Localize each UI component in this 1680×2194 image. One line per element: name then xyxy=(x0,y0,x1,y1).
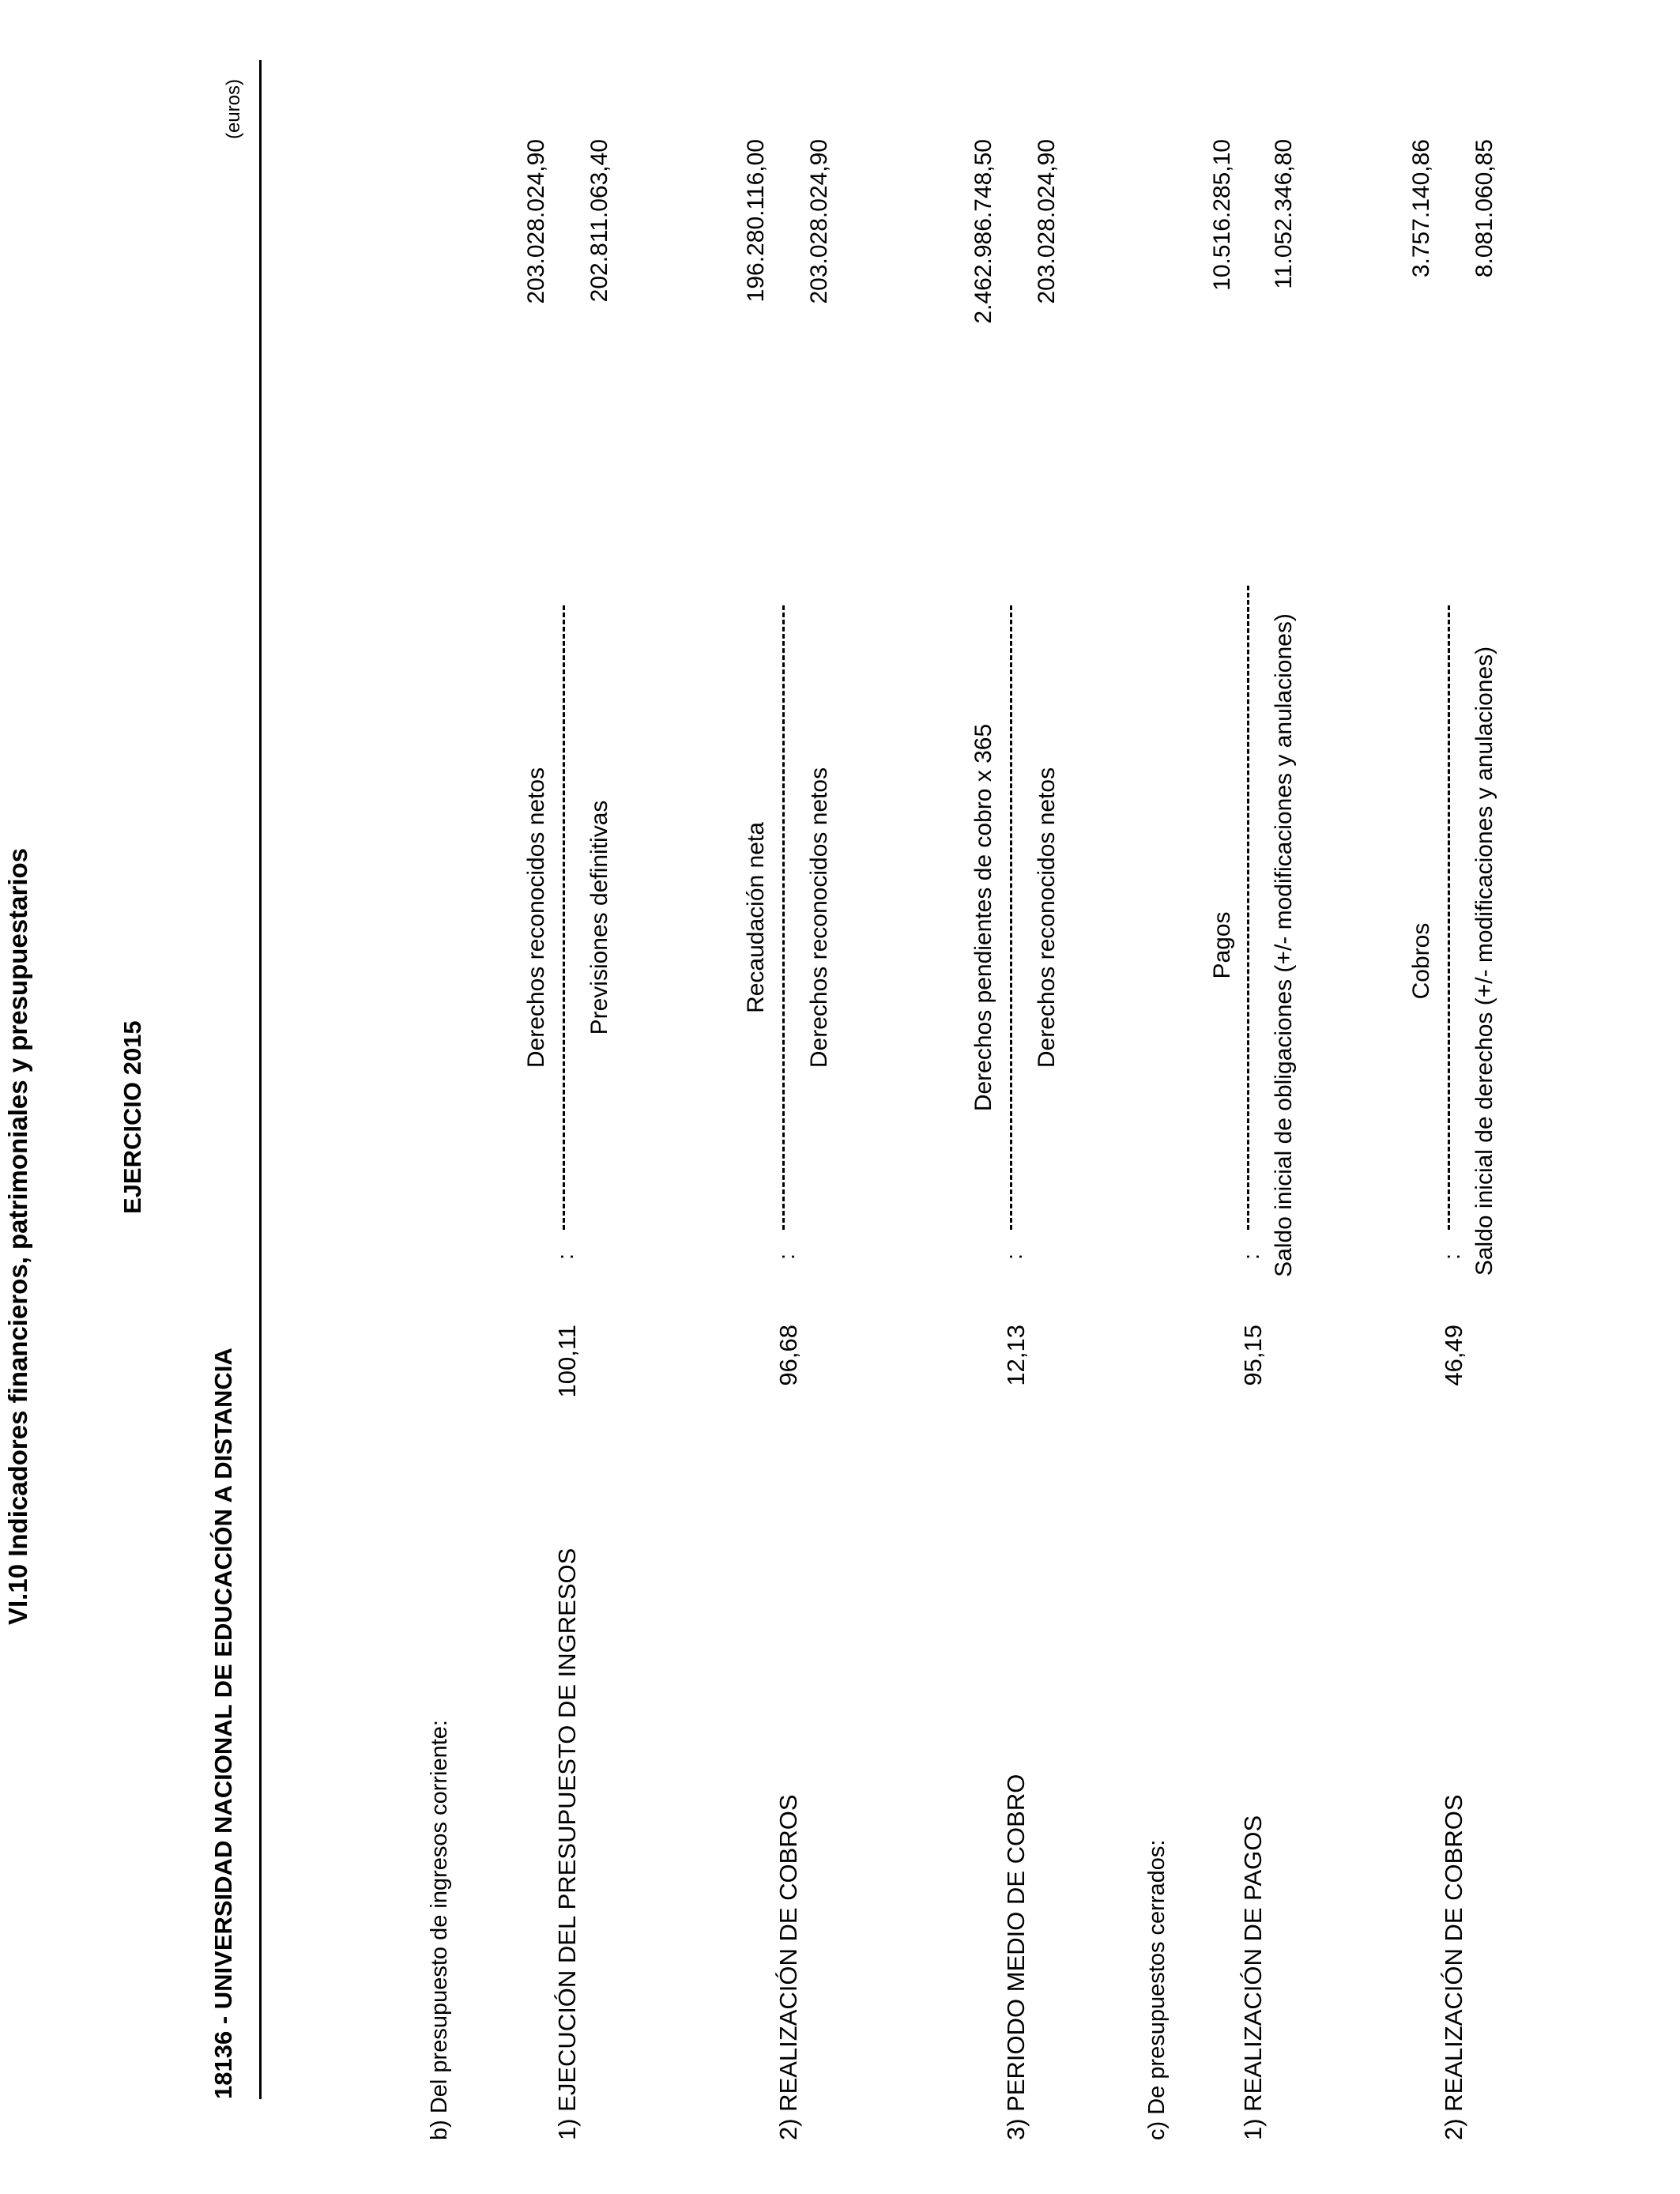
fraction-divider xyxy=(1010,605,1012,1230)
denominator-text: Saldo inicial de derechos (+/- modificaciones y anulaciones) xyxy=(1471,646,1497,1276)
page-title: VI.10 Indicadores financieros, patrimoniales y presupuestarios xyxy=(3,847,32,1625)
denominator-amount: 202.811.063,40 xyxy=(586,139,612,303)
indicator-value: 12,13 xyxy=(1002,1325,1030,1386)
numerator-text: Recaudación neta xyxy=(743,822,769,1013)
numerator-text: Pagos xyxy=(1209,911,1235,979)
indicator-value: 95,15 xyxy=(1239,1325,1267,1386)
indicator-label: 3) PERIODO MEDIO DE COBRO xyxy=(1002,1774,1030,2140)
section-b-heading: b) Del presupuesto de ingresos corriente: xyxy=(427,1720,452,2140)
indicator-colon: : xyxy=(1239,1253,1264,1260)
denominator-amount: 203.028.024,90 xyxy=(1034,139,1060,304)
numerator-amount: 2.462.986.748,50 xyxy=(970,139,996,324)
numerator-text: Derechos reconocidos netos xyxy=(523,767,549,1069)
fraction-divider xyxy=(782,605,785,1230)
numerator-amount: 3.757.140,86 xyxy=(1408,139,1434,278)
section-c-heading: c) De presupuestos cerrados: xyxy=(1144,1839,1170,2140)
fraction-divider xyxy=(1448,605,1450,1230)
indicator-colon: : xyxy=(553,1253,578,1260)
header-rule xyxy=(259,60,262,2099)
indicator-value: 96,68 xyxy=(774,1325,802,1386)
units-label: (euros) xyxy=(223,78,244,139)
fraction-divider xyxy=(1247,586,1249,1230)
indicator-colon: : xyxy=(1002,1253,1027,1260)
indicator-value: 100,11 xyxy=(553,1325,581,1398)
indicator-label: 2) REALIZACIÓN DE COBROS xyxy=(1440,1794,1467,2140)
fraction-divider xyxy=(563,605,565,1230)
denominator-amount: 8.081.060,85 xyxy=(1471,139,1497,278)
indicator-colon: : xyxy=(774,1253,800,1260)
denominator-text: Derechos reconocidos netos xyxy=(1034,767,1060,1069)
denominator-text: Previsiones definitivas xyxy=(586,800,612,1035)
denominator-text: Saldo inicial de obligaciones (+/- modificaciones y anulaciones) xyxy=(1271,613,1297,1277)
fiscal-year-heading: EJERCICIO 2015 xyxy=(119,1020,146,1214)
denominator-text: Derechos reconocidos netos xyxy=(806,767,832,1069)
numerator-amount: 10.516.285,10 xyxy=(1209,139,1235,291)
indicator-value: 46,49 xyxy=(1440,1325,1467,1386)
indicator-label: 1) EJECUCIÓN DEL PRESUPUESTO DE INGRESOS xyxy=(553,1547,581,2140)
indicator-label: 2) REALIZACIÓN DE COBROS xyxy=(774,1794,802,2140)
denominator-amount: 11.052.346,80 xyxy=(1271,139,1297,289)
denominator-amount: 203.028.024,90 xyxy=(806,139,832,304)
numerator-text: Cobros xyxy=(1408,922,1434,1000)
indicator-colon: : xyxy=(1440,1253,1465,1260)
numerator-amount: 196.280.116,00 xyxy=(743,139,769,303)
entity-heading: 18136 - UNIVERSIDAD NACIONAL DE EDUCACIÓN A DISTANCIA xyxy=(209,1348,237,2099)
indicator-label: 1) REALIZACIÓN DE PAGOS xyxy=(1239,1815,1267,2140)
numerator-amount: 203.028.024,90 xyxy=(523,139,549,304)
numerator-text: Derechos pendientes de cobro x 365 xyxy=(970,723,996,1112)
